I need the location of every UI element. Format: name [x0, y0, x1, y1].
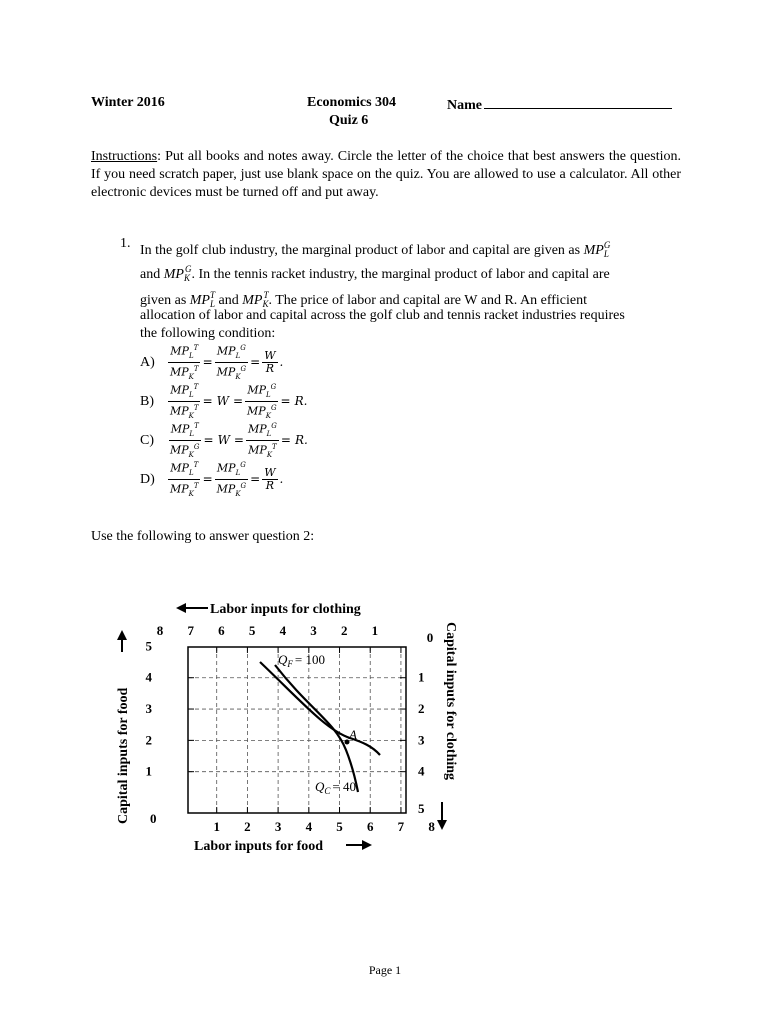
right-arrow-icon — [362, 840, 372, 850]
left-arrow-icon — [176, 603, 186, 613]
tick-marks — [188, 647, 406, 813]
bottom-axis-label: Labor inputs for food — [194, 839, 324, 854]
bottom-tick-label: 7 — [397, 819, 405, 834]
name-blank[interactable] — [484, 95, 672, 109]
use-following-text: Use the following to answer question 2: — [91, 529, 315, 544]
right-axis-label: Capital inputs for clothing — [443, 622, 458, 781]
mp-k-g: $MP_K^G$ — [163, 264, 192, 283]
left-tick-label: 3 — [145, 701, 152, 717]
choice-b-label[interactable]: B) — [140, 394, 154, 409]
top-tick-label: 1 — [371, 623, 379, 638]
top-tick-label: 3 — [310, 623, 317, 638]
up-arrow-icon — [117, 630, 127, 640]
bottom-tick-label: 1 — [213, 819, 220, 834]
point-a-label: A — [349, 727, 357, 742]
bottom-tick-label: 8 — [428, 819, 435, 834]
right-tick-label: 3 — [418, 732, 425, 748]
left-axis-label: Capital inputs for food — [116, 687, 131, 824]
top-tick-label: 4 — [279, 623, 287, 638]
choice-a-expression[interactable]: $\frac{MP_L^T}{MP_K^T}$ = $\frac{MP_L^G}{MP_K^G}$ = $\frac{W}{R}$ . — [170, 344, 284, 381]
point-a-marker — [345, 740, 350, 745]
bottom-tick-label: 6 — [366, 819, 374, 834]
right-tick-label: 4 — [418, 763, 425, 779]
q1-text-3b: and — [218, 293, 239, 308]
choice-d-label[interactable]: D) — [140, 472, 155, 487]
mp-l-g: $MP_L^G$ — [583, 240, 611, 259]
question-1-line5: the following condition: — [140, 326, 276, 341]
bottom-tick-label: 4 — [305, 819, 313, 834]
quiz-title: Quiz 6 — [329, 113, 369, 128]
name-label: Name — [447, 98, 482, 113]
left-tick-label: 4 — [145, 669, 152, 685]
choice-b-expression[interactable]: $\frac{MP_L^T}{MP_K^T}$ = W = $\frac{MP_L^G}{MP_K^G}$ = R. — [170, 383, 308, 420]
q1-text-2a: and — [140, 267, 161, 282]
choice-a-label[interactable]: A) — [140, 355, 155, 370]
bottom-tick-label: 5 — [336, 819, 343, 834]
choice-c-expression[interactable]: $\frac{MP_L^T}{MP_K^G}$ = W = $\frac{MP_L^G}{MP_K^T}$ = R. — [170, 422, 308, 459]
top-tick-label: 2 — [340, 623, 348, 638]
bottom-tick-label: 3 — [274, 819, 282, 834]
question-1-number: 1. — [120, 236, 131, 251]
instructions-label: Instructions — [91, 149, 158, 164]
edgeworth-box-figure — [110, 590, 460, 860]
top-tick-label: 5 — [248, 623, 256, 638]
top-tick-label: 6 — [218, 623, 225, 638]
grid-lines — [188, 647, 406, 813]
instructions-text: : Put all books and notes away. Circle the letter of the choice that best answers the question. If you need scratch paper, just use blank space on the quiz. You are allowed to use a calculator. All other electronic devices must be turned off and put away. — [91, 149, 681, 200]
left-tick-label: 5 — [145, 638, 152, 654]
top-tick-label: 8 — [156, 623, 164, 638]
isoquant-clothing — [275, 665, 358, 792]
q1-text-3c: . The price of labor and capital are W and R. An efficient — [268, 293, 587, 308]
right-tick-label: 2 — [418, 701, 425, 717]
right-tick-label: 5 — [418, 801, 425, 816]
instructions — [91, 148, 681, 202]
question-1-line1 — [140, 236, 680, 263]
left-tick-label: 1 — [145, 763, 152, 779]
q1-text-3a: given as — [140, 293, 187, 308]
question-1-line2 — [140, 260, 680, 287]
page-number: Page 1 — [368, 963, 402, 977]
top-axis-label: Labor inputs for clothing — [210, 602, 361, 617]
right-tick-label: 1 — [418, 669, 425, 685]
mp-l-t: $MP_L^T$ — [189, 290, 216, 309]
choice-d-expression[interactable]: $\frac{MP_L^T}{MP_K^T}$ = $\frac{MP_L^G}{MP_K^G}$ = $\frac{W}{R}$ . — [170, 461, 284, 498]
q1-text-1: In the golf club industry, the marginal product of labor and capital are given as — [140, 243, 581, 258]
question-1-line4: allocation of labor and capital across the golf club and tennis racket industries requires — [140, 308, 625, 323]
q1-text-2b: . In the tennis racket industry, the marginal product of labor and capital are — [191, 267, 610, 282]
box-frame — [188, 647, 406, 813]
name-field[interactable] — [447, 95, 672, 114]
qc-label: $Q_C = 40$ — [315, 779, 356, 796]
mp-k-t: $MP_K^T$ — [242, 290, 269, 309]
left-tick-label: 2 — [145, 732, 152, 748]
origin-label: 0 — [150, 811, 157, 826]
top-tick-label: 7 — [187, 623, 194, 638]
bottom-tick-label: 2 — [244, 819, 251, 834]
qf-label: $Q_F = 100$ — [278, 652, 325, 669]
top-tick-label: 0 — [426, 630, 434, 645]
choice-c-label[interactable]: C) — [140, 433, 154, 448]
term-label: Winter 2016 — [91, 95, 165, 110]
down-arrow-icon — [437, 820, 447, 830]
course-title: Economics 304 — [307, 95, 397, 110]
